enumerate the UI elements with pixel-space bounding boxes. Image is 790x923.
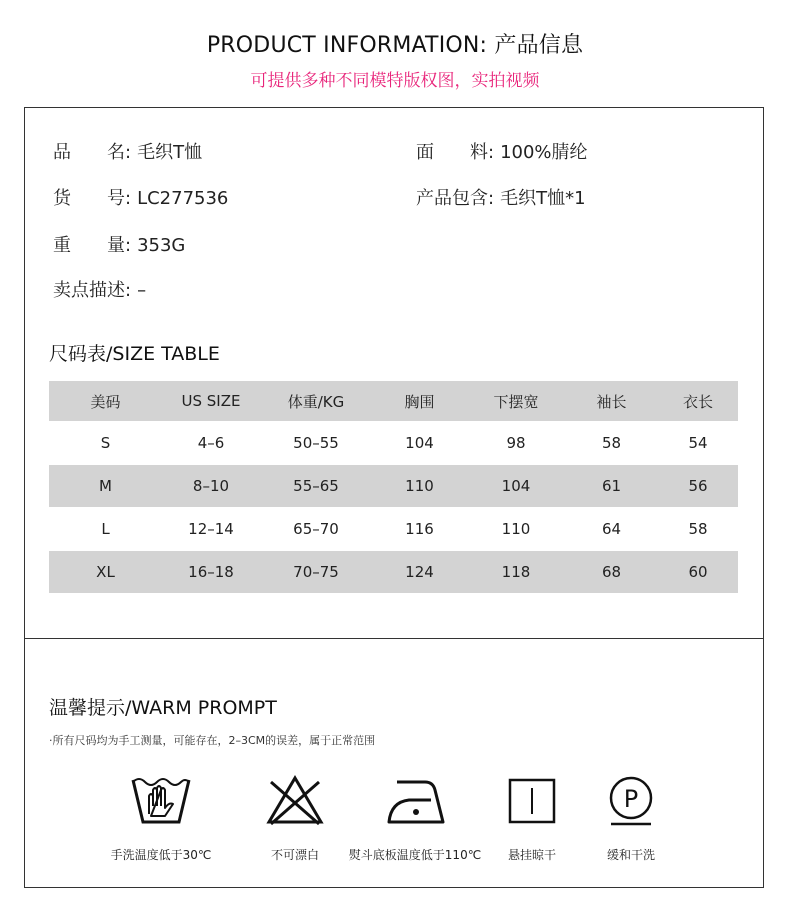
- column-header: 美码: [90, 392, 121, 411]
- table-cell: 116: [405, 520, 434, 538]
- no-bleach-icon: [263, 772, 327, 828]
- table-row: [49, 551, 738, 593]
- care-label: 悬挂晾干: [507, 848, 556, 862]
- table-cell: 98: [506, 434, 526, 452]
- info-fabric-value: 100%腈纶: [500, 142, 588, 163]
- table-cell: 4–6: [197, 434, 225, 452]
- table-cell: 64: [601, 520, 622, 538]
- table-cell: 110: [501, 520, 531, 538]
- table-cell: 65–70: [293, 520, 339, 538]
- table-cell: 110: [405, 477, 434, 495]
- care-label: 手洗温度低于30℃: [110, 848, 212, 862]
- info-fabric: [416, 138, 588, 164]
- info-weight-label: 重 量:: [53, 235, 132, 256]
- table-cell: 50–55: [293, 434, 339, 452]
- care-label: 不可漂白: [270, 848, 319, 862]
- info-package: [416, 184, 586, 210]
- table-cell: 61: [601, 477, 622, 495]
- care-item-no-bleach: [225, 772, 365, 863]
- column-header: 体重/KG: [287, 392, 345, 411]
- line-dry-icon: [500, 772, 564, 828]
- table-cell: 12–14: [188, 520, 234, 538]
- page-subtitle: 可提供多种不同模特版权图，实拍视频: [250, 71, 540, 91]
- table-cell: 70–75: [293, 563, 339, 581]
- table-cell: L: [101, 520, 110, 538]
- table-cell: 104: [405, 434, 434, 452]
- info-name-value: 毛织T恤: [137, 142, 203, 163]
- size-table-title: 尺码表/SIZE TABLE: [49, 343, 220, 365]
- hand-wash-icon: [129, 772, 193, 828]
- info-item-no-value: LC277536: [137, 188, 229, 209]
- table-row: [49, 507, 738, 551]
- column-header: 袖长: [596, 392, 627, 411]
- care-label: 熨斗底板温度低于110℃: [348, 848, 482, 862]
- info-weight-value: 353G: [137, 235, 186, 256]
- column-header: 衣长: [682, 392, 713, 411]
- table-cell: 58: [601, 434, 622, 452]
- info-name-label: 品 名:: [53, 142, 132, 163]
- column-header: 下摆宽: [493, 392, 539, 411]
- table-cell: 58: [688, 520, 708, 538]
- info-name: [53, 138, 202, 164]
- section-divider: [24, 638, 764, 639]
- care-label: 缓和干洗: [606, 848, 655, 862]
- info-package-label: 产品包含:: [416, 188, 495, 209]
- info-package-value: 毛织T恤*1: [500, 188, 586, 209]
- info-selling-points-value: –: [137, 280, 147, 301]
- info-item-no-label: 货 号:: [53, 188, 132, 209]
- table-cell: 56: [688, 477, 708, 495]
- info-item-no: [53, 184, 228, 210]
- table-cell: 68: [601, 563, 622, 581]
- care-item-hand-wash: [91, 772, 231, 863]
- warm-prompt-title: 温馨提示/WARM PROMPT: [49, 697, 277, 719]
- table-cell: 104: [501, 477, 531, 495]
- table-cell: 124: [405, 563, 434, 581]
- table-cell: XL: [96, 563, 115, 581]
- warm-prompt-note: ·所有尺码均为手工测量，可能存在，2–3CM的误差，属于正常范围: [49, 734, 376, 747]
- table-cell: M: [99, 477, 112, 495]
- svg-text:P: P: [623, 785, 639, 813]
- size-table: [49, 381, 738, 593]
- size-table-header-row: [49, 381, 738, 421]
- iron-icon: [383, 772, 447, 828]
- info-selling-points: [53, 276, 146, 302]
- page-title: PRODUCT INFORMATION: 产品信息: [206, 33, 584, 58]
- table-cell: 16–18: [188, 563, 234, 581]
- info-fabric-label: 面 料:: [416, 142, 495, 163]
- table-cell: 54: [688, 434, 708, 452]
- table-cell: 118: [501, 563, 531, 581]
- column-header: US SIZE: [181, 392, 241, 410]
- table-row: [49, 421, 738, 465]
- info-weight: [53, 231, 185, 257]
- table-cell: 8–10: [192, 477, 230, 495]
- table-cell: 55–65: [293, 477, 339, 495]
- info-selling-points-label: 卖点描述:: [53, 280, 132, 301]
- table-cell: 60: [688, 563, 708, 581]
- table-cell: S: [100, 434, 111, 452]
- dry-clean-p-icon: [599, 772, 663, 828]
- table-row: [49, 465, 738, 507]
- care-item-dry-clean: [561, 772, 701, 863]
- column-header: 胸围: [404, 392, 435, 411]
